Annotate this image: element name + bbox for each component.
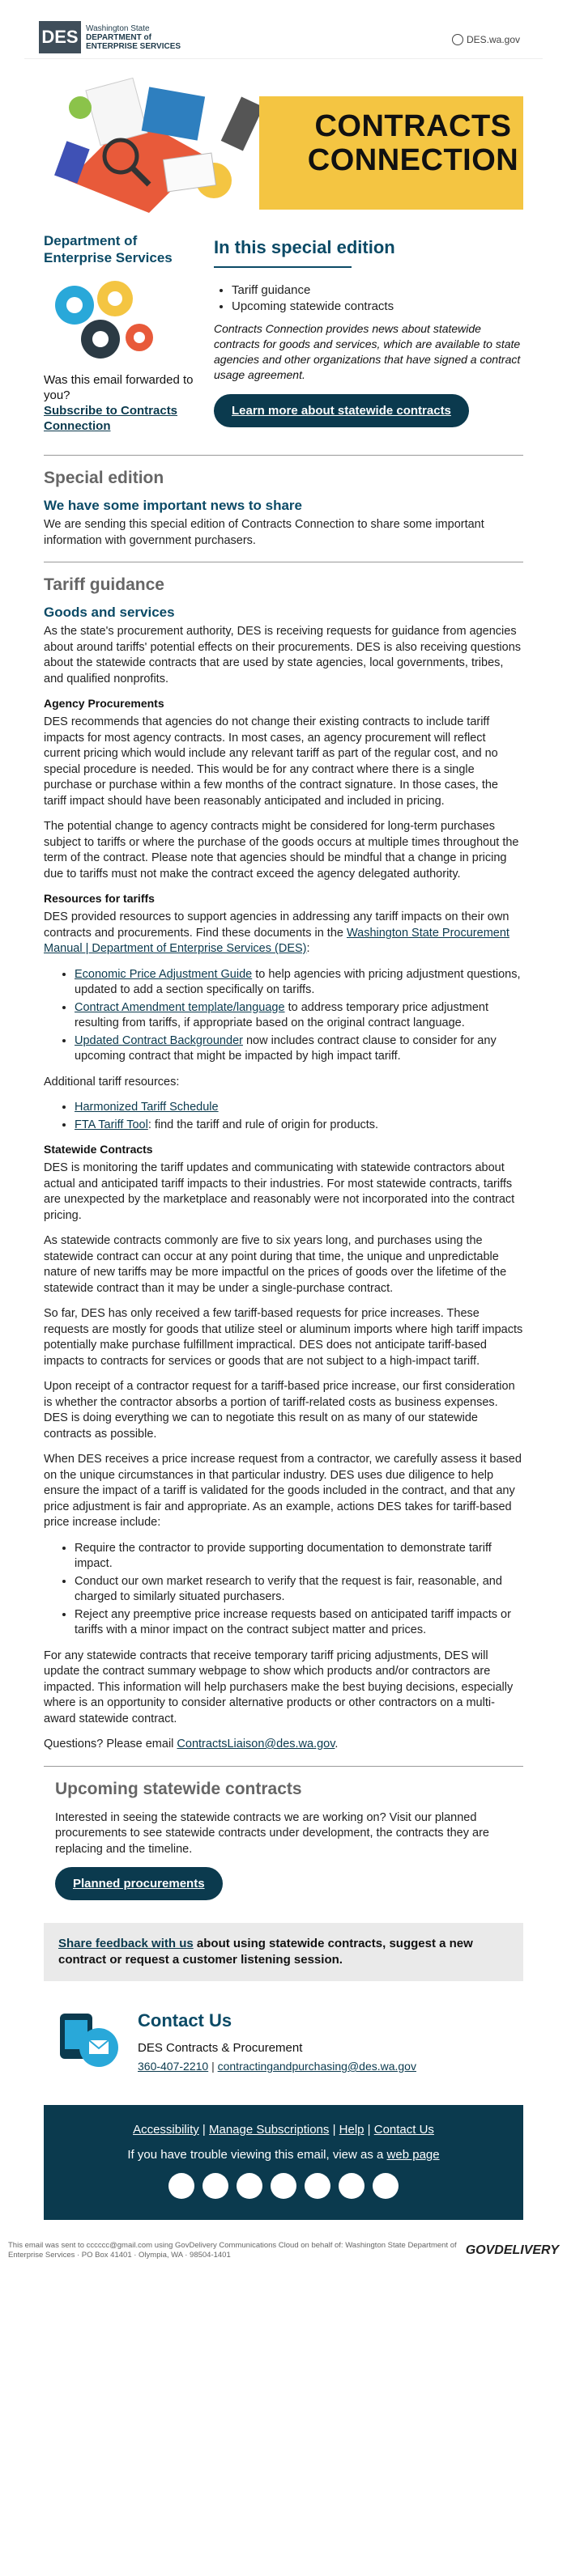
office-illustration — [44, 59, 262, 218]
contact-line — [138, 2060, 416, 2073]
list-item — [75, 1100, 523, 1116]
instagram-icon[interactable]: ◎ — [339, 2173, 364, 2199]
globe-icon — [452, 34, 463, 45]
email-icon[interactable]: ✉ — [373, 2173, 399, 2199]
resources-list — [44, 967, 523, 1065]
facebook-icon[interactable]: f — [237, 2173, 262, 2199]
special-subheading: We have some important news to share — [44, 498, 302, 513]
special-body: We are sending this special edition of Contracts Connection to share some important information with government purchasers. — [44, 518, 484, 547]
youtube-icon[interactable]: Y — [168, 2173, 194, 2199]
edition-summary — [198, 232, 523, 434]
upcoming-body: Interested in seeing the statewide contracts we are working on? Visit our planned procurements to see statewide contracts under development, the contracts they are replacing and the timeline. — [55, 1810, 489, 1856]
planned-procurements-button[interactable]: Planned procurements — [55, 1867, 223, 1900]
web-view-text: If you have trouble viewing this email, view as a — [127, 2148, 387, 2162]
logo-line-2: DEPARTMENT of — [86, 32, 151, 42]
logo-line-3: ENTERPRISE SERVICES — [86, 41, 181, 51]
additional-label: Additional tariff resources: — [44, 1075, 180, 1089]
logo-text — [86, 24, 181, 51]
subscribe-link[interactable]: Subscribe to Contracts Connection — [44, 404, 178, 433]
flickr-icon[interactable]: ●● — [305, 2173, 330, 2199]
resources-intro — [44, 910, 523, 957]
contact-separator: | — [208, 2060, 218, 2073]
linkedin-icon[interactable]: in — [271, 2173, 296, 2199]
intro-section — [24, 218, 543, 442]
special-heading: Special edition — [44, 469, 164, 487]
resources-intro-end: : — [306, 942, 310, 955]
des-logo[interactable] — [39, 21, 181, 53]
upcoming-heading: Upcoming statewide contracts — [55, 1779, 302, 1798]
legal-text: This email was sent to cccccc@gmail.com using GovDelivery Communications Cloud on behalf of: Washington State Department of Enterprise Services · PO Box 41401 · Olympia, WA · 98504-1401 — [8, 2241, 457, 2260]
procurement-manual-link[interactable]: Washington State Procurement Manual | Department of Enterprise Services (DES) — [44, 926, 509, 955]
fta-tariff-tool-link[interactable]: FTA Tariff Tool — [75, 1118, 148, 1131]
forward-text: Was this email forwarded to you? — [44, 373, 194, 402]
agency-paragraph-2: The potential change to agency contracts might be considered for long-term purchases subject to tariffs or where the purchase of the goods occurs at multiple times throughout the term of the contract. Please note that agencies should be mindful that a change in pricing due to tariffs must not make the contract exceed the agency delegated authority. — [44, 820, 519, 881]
special-section — [24, 469, 543, 549]
edition-title: In this special edition — [214, 237, 395, 257]
web-view-line — [44, 2148, 523, 2162]
feedback-box — [44, 1923, 523, 1981]
contact-section — [24, 1981, 543, 2089]
list-item-text: now includes contract clause to consider for any upcoming contract that might be impacted by high impact tariff. — [75, 1033, 497, 1063]
divider — [44, 1766, 523, 1767]
statewide-paragraph-4: Upon receipt of a contractor request for a tariff-based price increase, our first consideration is whether the contractor absorbs a portion of tariff-related costs as business expenses. DES is doing everything we can to negotiate this result on as many of our statewide contracts as possible. — [44, 1380, 515, 1441]
divider — [44, 455, 523, 456]
list-item-text: : find the tariff and rule of origin for products. — [147, 1118, 379, 1131]
accessibility-link[interactable]: Accessibility — [133, 2123, 199, 2137]
list-item — [75, 1033, 523, 1065]
goods-heading: Goods and services — [44, 605, 175, 620]
site-link-text: DES.wa.gov — [466, 34, 520, 45]
contact-chat-icon — [57, 2010, 122, 2072]
gears-icon — [44, 274, 165, 363]
contact-email-link[interactable]: contractingandpurchasing@des.wa.gov — [217, 2060, 416, 2073]
agency-paragraph-1: DES recommends that agencies do not change their existing contracts to include tariff impacts for most agency contracts. In most cases, an agency procurement will reflect current pricing which would include any relevant tariff as part of the regular cost, and no special procedure is needed. This would be for any contract where there is a single purchase or purchase within a few months of the contract signature. In those cases, the tariff impact should have been reasonably anticipated and included in pricing. — [44, 715, 498, 808]
questions-text: Questions? Please email — [44, 1738, 177, 1751]
feedback-text: about using statewide contracts, suggest a new contract or request a customer listening session. — [58, 1937, 473, 1967]
sidebar — [44, 232, 198, 434]
tariff-heading: Tariff guidance — [44, 575, 164, 594]
upcoming-section — [24, 1780, 543, 1901]
additional-list — [44, 1100, 523, 1133]
tariff-section — [24, 575, 543, 1753]
web-page-link[interactable]: web page — [386, 2148, 440, 2162]
footer — [44, 2105, 523, 2220]
harmonized-tariff-link[interactable]: Harmonized Tariff Schedule — [75, 1101, 219, 1114]
contact-us-link[interactable]: Contact Us — [373, 2123, 434, 2137]
list-item-text: to help agencies with pricing adjustment questions, updated to add a section specifically on tariffs. — [75, 967, 521, 996]
list-item-text: to address temporary price adjustment resulting from tariffs, if appropriate based on the original contract language. — [75, 1000, 489, 1029]
list-item — [75, 1000, 523, 1032]
price-adjustment-guide-link[interactable]: Economic Price Adjustment Guide — [75, 967, 253, 981]
list-item: • Upcoming statewide contracts — [232, 299, 523, 315]
list-item — [75, 1118, 523, 1134]
edition-bullets — [214, 282, 523, 315]
help-link[interactable]: Help — [339, 2123, 364, 2137]
statewide-paragraph-2: As statewide contracts commonly are five to six years long, and purchases using the statewide contract can occur at any point during that time, the unique and unpredictable nature of new tariffs may be more impactful on the prices of goods over the lifetime of the statewide contract than it may be under a single-purchase contract. — [44, 1234, 507, 1295]
list-item: • Reject any preemptive price increase requests based on anticipated tariff impacts or tariffs with a minor impact on the contract subject matter and prices. — [75, 1607, 523, 1639]
questions-end: . — [335, 1738, 339, 1751]
share-feedback-link[interactable]: Share feedback with us — [58, 1937, 194, 1950]
footer-links: Accessibility | Manage Subscriptions | Help | Contact Us — [133, 2123, 434, 2137]
header-bar — [24, 0, 543, 59]
learn-more-button[interactable]: Learn more about statewide contracts — [214, 394, 469, 427]
statewide-paragraph-1: DES is monitoring the tariff updates and communicating with statewide contractors about actual and anticipated tariff impacts to their industries. For most statewide contracts, tariffs are unexpected by the marketplace and reasonably were not incorporated into the contract pricing. — [44, 1161, 515, 1222]
hero-banner — [24, 59, 543, 218]
social-icons — [44, 2173, 523, 2199]
agency-heading: Agency Procurements — [44, 697, 164, 710]
list-item: • Require the contractor to provide supporting documentation to demonstrate tariff impact. — [75, 1541, 523, 1572]
govdelivery-logo[interactable]: GOVDELIVERY — [465, 2243, 559, 2257]
list-item: • Conduct our own market research to verify that the request is fair, reasonable, and charged to similarly situated purchasers. — [75, 1574, 523, 1606]
title-underline — [214, 266, 352, 268]
actions-list — [44, 1541, 523, 1639]
legal-bar — [0, 2220, 567, 2260]
statewide-paragraph-3: So far, DES has only received a few tariff-based requests for price increases. These requests are mostly for goods that utilize steel or aluminum imports where high tariff impacts potentially make purchase fulfillment impractical. DES does not anticipate tariff-based impacts to contracts for services or goods that are not subject to a high-impact tariff. — [44, 1307, 523, 1368]
contact-heading: Contact Us — [138, 2010, 232, 2031]
edition-intro: Contracts Connection provides news about statewide contracts for goods and services, which are available to state agencies and other organizations that have signed a contract usage agreement. — [214, 322, 521, 381]
manage-subscriptions-link[interactable]: Manage Subscriptions — [208, 2123, 330, 2137]
department-name: Department of Enterprise Services — [44, 233, 173, 265]
contract-amendment-link[interactable]: Contract Amendment template/language — [75, 1000, 285, 1014]
statewide-paragraph-6: For any statewide contracts that receive temporary tariff pricing adjustments, DES will update the contract summary webpage to show which products and/or contractors are impacted. This information will help purchasers make the best buying decisions, especially where is an opportunity to consider alternative products or other contractors on a multi-award statewide contract. — [44, 1649, 514, 1725]
contract-backgrounder-link[interactable]: Updated Contract Backgrounder — [75, 1033, 243, 1047]
site-link[interactable] — [452, 34, 520, 45]
list-item — [75, 967, 523, 999]
list-item: • Tariff guidance — [232, 282, 523, 299]
contact-details — [138, 2010, 416, 2073]
goods-body: As the state's procurement authority, DES is receiving requests for guidance from agencies about around tariffs' potential effects on their procurements. DES is also receiving questions about the statewide contracts that are used by state agencies, local governments, tribes, and qualified nonprofits. — [44, 625, 522, 685]
statewide-heading: Statewide Contracts — [44, 1143, 153, 1156]
contact-phone-link[interactable]: 360-407-2210 — [138, 2060, 209, 2073]
hero-title: CONTRACTS CONNECTION — [307, 109, 519, 177]
questions-line — [44, 1737, 523, 1753]
email-container — [24, 0, 543, 2220]
contracts-liaison-email-link[interactable]: ContractsLiaison@des.wa.gov — [177, 1738, 335, 1751]
resources-intro-text: DES provided resources to support agencies in addressing any tariff impacts on their own contracts and procurements. Find these documents in the — [44, 910, 509, 940]
statewide-paragraph-5: When DES receives a price increase request from a contractor, we carefully assess it based on the unique circumstances in that particular industry. DES uses due diligence to help ensure the impact of a tariff is validated for the goods included in the contract, and that any price adjustment is fair and appropriate. As an example, actions DES takes for tariff-based price increase include: — [44, 1453, 522, 1529]
logo-mark: DES — [39, 21, 81, 53]
logo-line-1: Washington State — [86, 23, 150, 33]
twitter-icon[interactable]: t — [202, 2173, 228, 2199]
resources-heading: Resources for tariffs — [44, 892, 155, 905]
contact-name: DES Contracts & Procurement — [138, 2041, 303, 2055]
